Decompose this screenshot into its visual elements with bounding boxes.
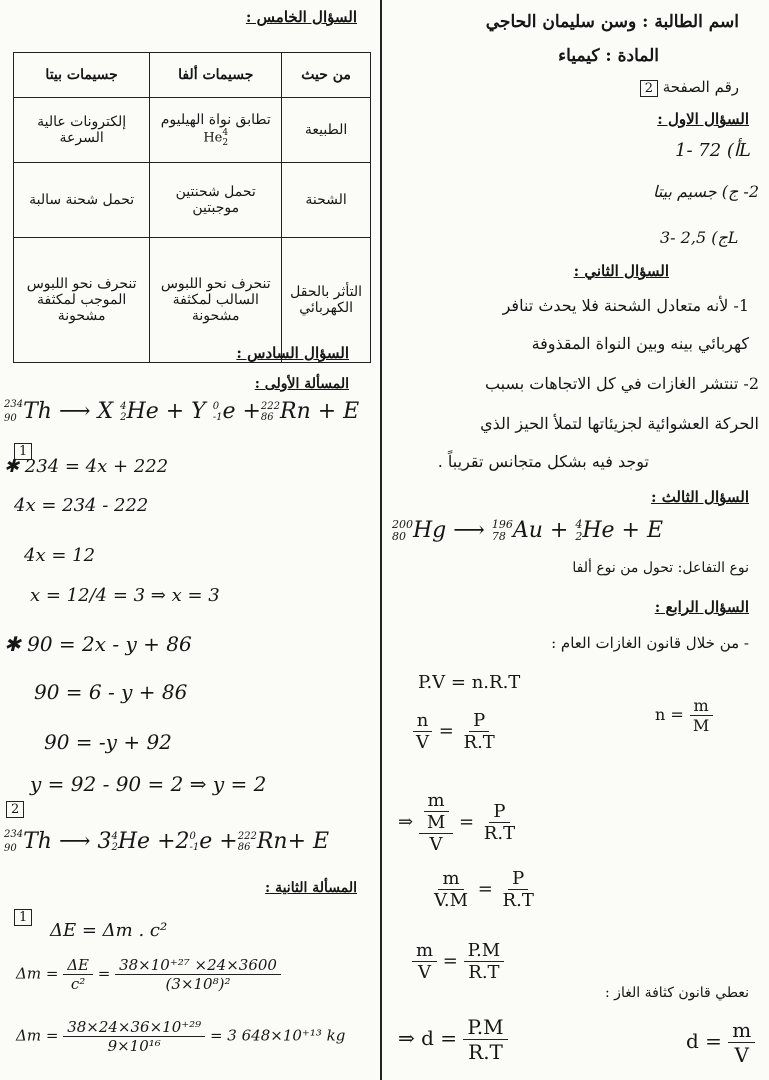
q3-title: السؤال الثالث : — [650, 488, 749, 506]
q4-eq-5: $\frac{m}{V}$ = $\frac{P.M}{R.T}$ — [412, 940, 504, 983]
column-divider — [380, 0, 382, 1080]
table-cell: تحمل شحنة سالبة — [14, 163, 150, 238]
q4-eq-2: $\frac{n}{V}$ = $\frac{P}{R.T}$ — [412, 710, 499, 753]
q4-eq-ideal-gas: P.V = n.R.T — [418, 672, 521, 693]
q2-line-1: 1- لأنه متعادل الشحنة فلا يحدث تنافر — [502, 296, 749, 315]
helium-symbol: 4 2 He — [203, 128, 229, 148]
step-4: x = 12/4 = 3 ⇒ x = 3 — [30, 585, 220, 606]
step-8: y = 92 - 90 = 2 ⇒ y = 2 — [30, 772, 267, 796]
page-number-box: 2 — [640, 80, 658, 97]
decay-equation-2: 234 90 Th ⟶ 3 4 2 He +2 0 -1 e + 222 86 Rn+ E — [4, 829, 330, 854]
q6-title: السؤال السادس : — [236, 344, 349, 362]
step-box-2: 2 — [6, 798, 24, 818]
q2-line-2: كهربائي بينه وبين النواة المقذوفة — [531, 334, 749, 353]
q2-title: السؤال الثاني : — [573, 262, 669, 280]
table-row — [14, 98, 371, 163]
q3-equation: 200 80 Hg ⟶ 196 78 Au + 4 2 He + E — [392, 518, 664, 543]
table-cell: تنحرف نحو اللبوس السالب لمكثفة مشحونة — [150, 238, 282, 363]
q4-eq-3: ⇒ $\frac{\frac{m}{M}}{V}$ = $\frac{P}{R.T}$ — [398, 790, 516, 855]
step-box-3: 1 — [14, 906, 32, 926]
problem-2-title: المسألة الثانية : — [265, 880, 357, 896]
q2-line-4: الحركة العشوائية لجزيئاتها لتملأ الحيز الذي — [480, 414, 759, 433]
table-cell: تطابق نواة الهيليوم 4 2 He — [150, 98, 282, 163]
table-cell: الطبيعة — [282, 98, 371, 163]
page-label: رقم الصفحة — [662, 78, 739, 96]
q1-answer-3: 3- ج) 2,5L — [660, 228, 739, 247]
table-header: من حيث — [282, 53, 371, 98]
mass-defect-eq-1: Δm = $\frac{\Delta E}{\text{c²}}$ = $\frac{\text{38×10⁺²⁷ ×24×3600}}{\text{(3×10⁸)²}}$ — [16, 956, 281, 993]
q1-answer-1: 1- أ) 72L — [675, 140, 751, 161]
q2-line-5: توجد فيه بشكل متجانس تقريباً . — [437, 452, 649, 471]
table-row — [14, 163, 371, 238]
step-box-1: 1 — [14, 440, 32, 460]
page-number-line — [640, 78, 739, 97]
table-cell: الشحنة — [282, 163, 371, 238]
step-1: ✱ 234 = 4x + 222 — [4, 456, 169, 477]
table-cell: تحمل شحنتين موجبتين — [150, 163, 282, 238]
q3-reaction-type: نوع التفاعل: تحول من نوع ألفا — [572, 560, 749, 576]
q4-density-note: نعطي قانون كثافة الغاز : — [605, 985, 749, 1001]
q4-n-definition: n = $\frac{m}{M}$ — [655, 696, 713, 735]
comparison-table — [13, 52, 371, 363]
q4-title: السؤال الرابع : — [654, 598, 749, 616]
q4-eq-density: ⇒ d = $\frac{P.M}{R.T}$ — [398, 1015, 508, 1064]
student-name: اسم الطالبة : وسن سليمان الحاجي — [485, 12, 739, 32]
energy-formula: ΔE = Δm . c² — [50, 920, 168, 941]
q1-title: السؤال الاول : — [657, 110, 749, 128]
decay-equation-1: 234 90 Th ⟶ X 4 2 He + Y 0 -1 e + 222 86 Rn + E — [4, 399, 360, 424]
problem-1-title: المسألة الأولى : — [254, 376, 349, 392]
q4-intro: - من خلال قانون الغازات العام : — [551, 634, 749, 652]
q4-density-def: d = $\frac{m}{V}$ — [686, 1018, 755, 1067]
table-header: جسيمات بيتا — [14, 53, 150, 98]
step-7: 90 = -y + 92 — [44, 730, 172, 754]
subject: المادة : كيمياء — [558, 46, 659, 66]
step-2: 4x = 234 - 222 — [14, 495, 149, 516]
table-cell: تنحرف نحو اللبوس الموجب لمكثفة مشحونة — [14, 238, 150, 363]
q2-line-3: 2- تنتشر الغازات في كل الاتجاهات بسبب — [484, 374, 759, 393]
step-6: 90 = 6 - y + 86 — [34, 680, 188, 704]
q1-answer-2: 2- ج) جسيم بيتا — [652, 182, 759, 201]
table-header: جسيمات ألفا — [150, 53, 282, 98]
step-5: ✱ 90 = 2x - y + 86 — [4, 632, 192, 656]
q4-eq-4: $\frac{m}{V.M}$ = $\frac{P}{R.T}$ — [434, 868, 534, 911]
mass-defect-eq-2: Δm = $\frac{\text{38×24×36×10⁺²⁹}}{\text{9×10¹⁶}}$ = 3 648×10⁺¹³ kg — [16, 1018, 346, 1055]
step-3: 4x = 12 — [24, 545, 96, 566]
q5-title: السؤال الخامس : — [245, 8, 357, 26]
table-cell: التأثر بالحقل الكهربائي — [282, 238, 371, 363]
table-header-row — [14, 53, 371, 98]
table-cell: إلكترونات عالية السرعة — [14, 98, 150, 163]
